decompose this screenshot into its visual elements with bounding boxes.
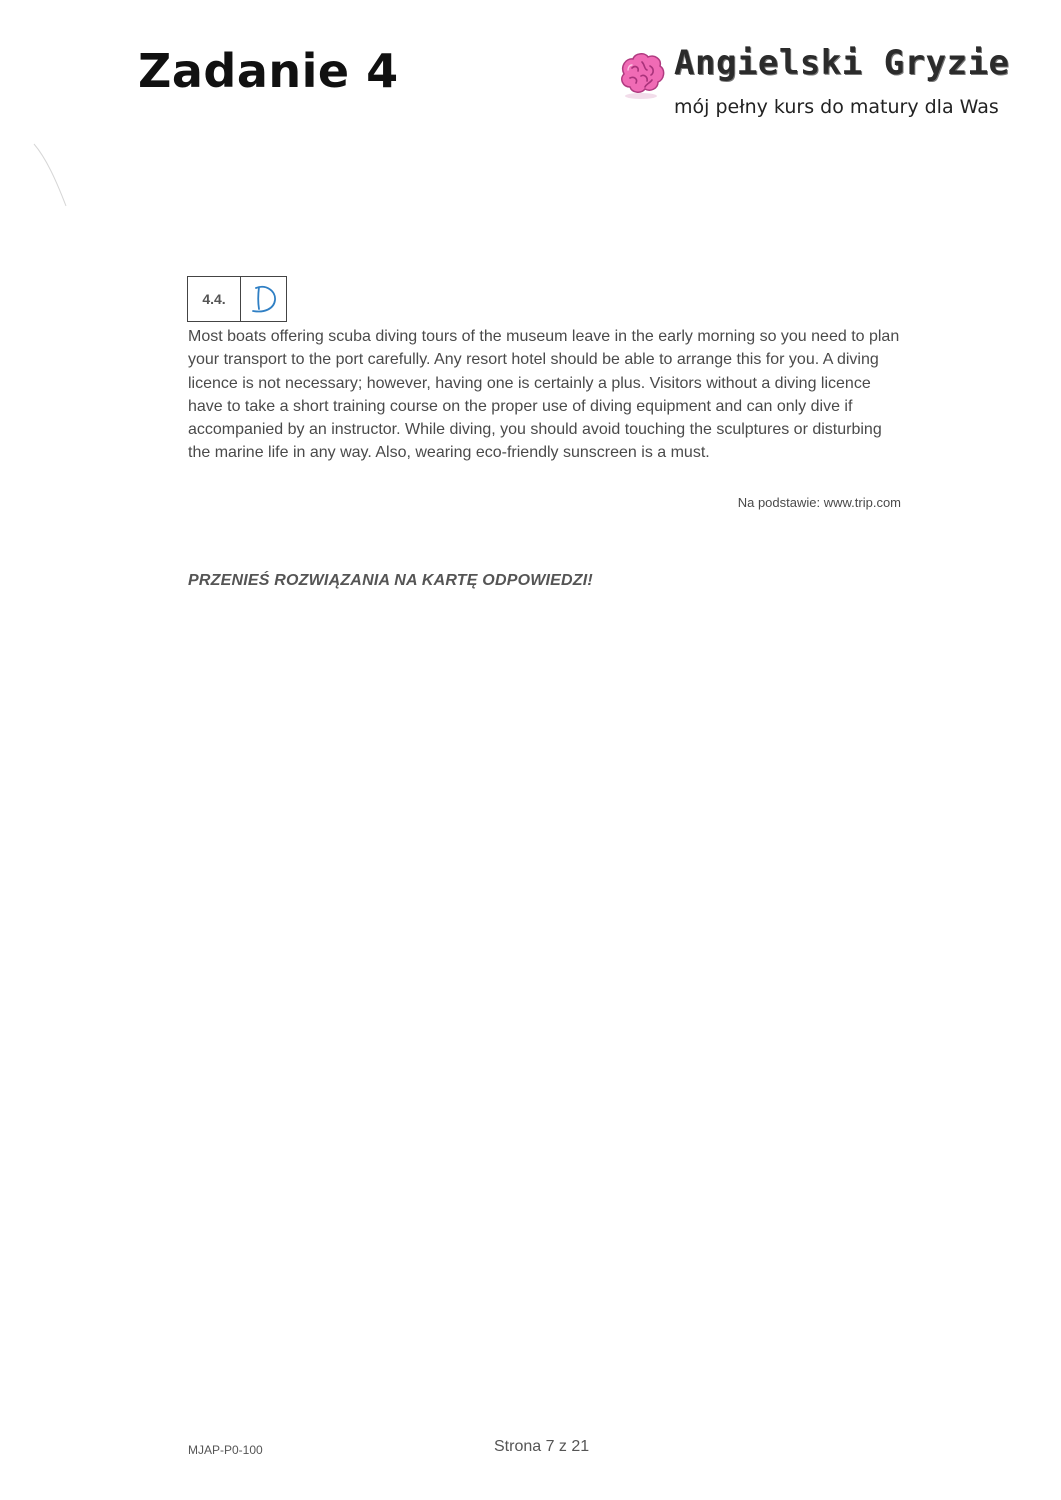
page-title: Zadanie 4 [138, 44, 399, 98]
brand-tagline: mój pełny kurs do matury dla Was [674, 96, 999, 118]
scan-artifact [30, 140, 70, 210]
handwritten-answer [244, 279, 284, 319]
answer-box [187, 276, 287, 322]
answer-label: 4.4. [188, 277, 241, 321]
brain-icon [614, 48, 668, 102]
brand-name: Angielski Gryzie [674, 43, 1010, 83]
exam-code: MJAP-P0-100 [188, 1443, 263, 1457]
brand-logo [612, 44, 1032, 134]
transfer-instruction: PRZENIEŚ ROZWIĄZANIA NA KARTĘ ODPOWIEDZI! [188, 572, 593, 589]
page-number: Strona 7 z 21 [494, 1438, 590, 1455]
source-citation: Na podstawie: www.trip.com [737, 495, 901, 510]
reading-passage: Most boats offering scuba diving tours of the museum leave in the early morning so you need to plan your transport to the port carefully. Any resort hotel should be able to arrange this for you. A diving licence is not necessary; however, having one is certainly a plus. Visitors without a diving licence have to take a short training course on the proper use of diving equipment and can only dive if accompanied by an instructor. While diving, you should avoid touching the sculptures or disturbing the marine life in any way. Also, wearing eco-friendly sunscreen is a must. [188, 328, 900, 462]
answer-value [241, 277, 286, 321]
